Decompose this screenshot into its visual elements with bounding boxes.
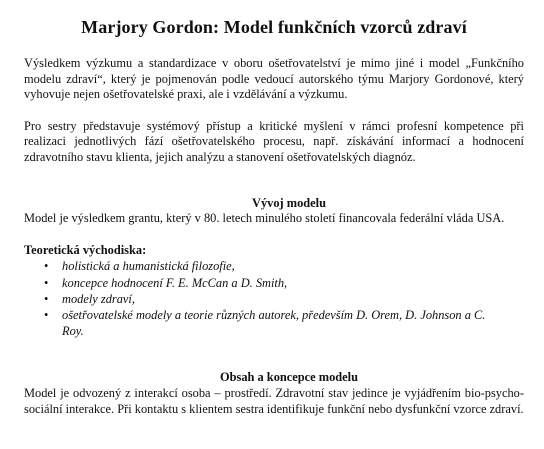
bullet-icon: • (44, 259, 49, 274)
list-item (24, 291, 524, 307)
list-item-text: modely zdraví, (62, 291, 135, 306)
teoreticka-vychodiska-list (24, 258, 524, 339)
list-item-text: holistická a humanistická filozofie, (62, 259, 235, 274)
list-item (24, 307, 524, 339)
obsah-a-koncepce-paragraph: Model je odvozený z interakcí osoba – prostředí. Zdravotní stav jedince je vyjádřením bio-psycho-sociální interakce. Při kontaktu s klientem sestra identifikuje funkční nebo dysfunkční vzorce zdraví. (24, 385, 524, 416)
bullet-icon: • (44, 291, 49, 306)
list-item-text: ošetřovatelské modely a teorie různých autorek, především D. Orem, D. Johnson a C. Roy. (62, 307, 486, 339)
section-title-obsah-a-koncepce: Obsah a koncepce modelu (219, 370, 359, 385)
section-title-vyvoj-modelu: Vývoj modelu (252, 195, 326, 210)
vyvoj-modelu-paragraph: Model je výsledkem grantu, který v 80. letech minulého století financovala federální vláda USA. (24, 211, 505, 226)
bullet-icon: • (44, 307, 49, 322)
list-item-text: koncepce hodnocení F. E. McCan a D. Smith, (62, 275, 288, 290)
document-title: Marjory Gordon: Model funkčních vzorců zdraví (81, 17, 467, 37)
intro-paragraph-2: Pro sestry představuje systémový přístup a kritické myšlení v rámci profesní kompetence při realizaci jednotlivých fází ošetřovatelského procesu, např. získávání informací a hodnocení zdravotního stavu klienta, jejich analýzu a stanovení ošetřovatelských diagnóz. (24, 118, 524, 164)
list-item (24, 258, 524, 274)
list-item (24, 275, 524, 291)
teoreticka-vychodiska-heading: Teoretická východiska: (24, 242, 147, 257)
intro-paragraph-1: Výsledkem výzkumu a standardizace v oboru ošetřovatelství je mimo jiné i model „Funkčního modelu zdraví“, který je pojmenován podle vedoucí autorského týmu Marjory Gordonové, který vyhovuje nejen ošetřovatelské praxi, ale i vzdělávání a výzkumu. (24, 56, 524, 102)
bullet-icon: • (44, 275, 49, 290)
